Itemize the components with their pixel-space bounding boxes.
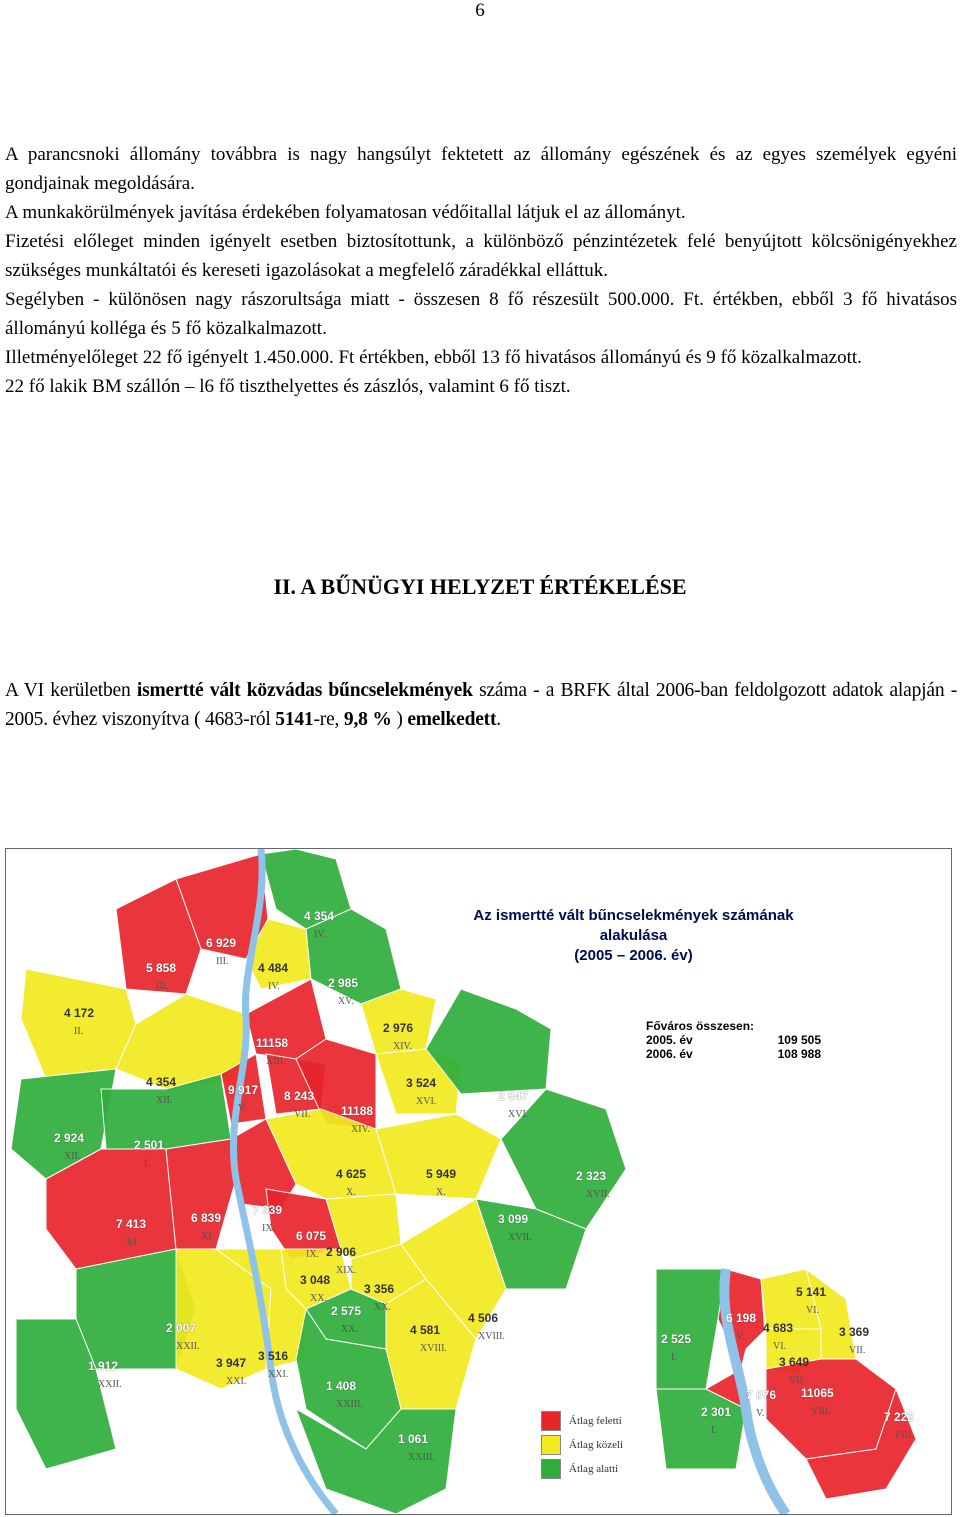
district-roman-label: II. — [74, 1026, 84, 1037]
district-value-label: 7 222 — [884, 1410, 915, 1424]
district-roman-label: XV. — [338, 996, 354, 1007]
district-value-label: 2 501 — [134, 1138, 165, 1152]
intro-paragraph: A VI kerületben ismertté vált közvádas bűncselekmények száma - a BRFK által 2006-ban feldolgozott adatok alapján - 2005. évhez viszonyítva ( 4683-ról 5141-re, 9,8 % ) emelkedett. — [5, 680, 957, 730]
legend-swatch — [541, 1411, 561, 1431]
district-value-label: 1 408 — [326, 1379, 357, 1393]
district-value-label: 7 339 — [252, 1203, 283, 1217]
district-value-label: 11188 — [341, 1104, 374, 1118]
district-value-label: 2 976 — [383, 1021, 414, 1035]
district-region — [766, 1359, 896, 1459]
district-value-label: 6 075 — [296, 1229, 327, 1243]
district-roman-label: III. — [216, 956, 229, 967]
district-roman-label: XIX. — [336, 1265, 357, 1276]
map-legend — [541, 1411, 623, 1483]
district-value-label: 6 929 — [206, 936, 237, 950]
body-paragraph-block — [5, 140, 957, 401]
district-value-label: 4 354 — [146, 1075, 177, 1089]
district-roman-label: X. — [436, 1187, 446, 1198]
paragraph-line: A parancsnoki állomány továbbra is nagy hangsúlyt fektetett az állomány egészének és az egyes személyek egyéni gondjainak megoldására. — [5, 144, 957, 194]
district-roman-label: VII. — [294, 1109, 311, 1120]
district-roman-label: VIII. — [811, 1406, 831, 1417]
district-roman-label: VII. — [789, 1375, 806, 1386]
district-roman-label: VI. — [773, 1341, 787, 1352]
district-value-label: 11065 — [801, 1386, 834, 1400]
paragraph-line: Segélyben - különösen nagy rászorultsága miatt - összesen 8 fő részesült 500.000. Ft. értékben, ebből 3 fő hivatásos állományú kolléga és 5 fő közalkalmazott. — [5, 289, 957, 339]
district-roman-label: IX. — [306, 1249, 320, 1260]
district-value-label: 2 525 — [661, 1332, 692, 1346]
district-roman-label: XXI. — [268, 1369, 289, 1380]
district-value-label: 5 858 — [146, 961, 177, 975]
map-title: Az ismertté vált bűncselekmények számának alakulása (2005 – 2006. év) — [473, 907, 794, 964]
district-roman-label: V. — [756, 1408, 765, 1419]
district-roman-label: XX. — [341, 1324, 358, 1335]
district-value-label: 3 947 — [216, 1356, 247, 1370]
district-value-label: 2 924 — [54, 1131, 85, 1145]
district-value-label: 3 099 — [498, 1212, 529, 1226]
district-roman-label: XX. — [310, 1293, 327, 1304]
section-heading: II. A BŰNÜGYI HELYZET ÉRTÉKELÉSE — [273, 574, 687, 599]
district-value-label: 3 369 — [839, 1325, 870, 1339]
district-value-label: 4 172 — [64, 1006, 95, 1020]
district-region — [656, 1269, 726, 1389]
district-value-label: 2 007 — [166, 1321, 197, 1335]
district-value-label: 4 506 — [468, 1311, 499, 1325]
district-roman-label: XIV. — [393, 1041, 412, 1052]
district-roman-label: XIV. — [351, 1124, 370, 1135]
district-value-label: 2 547 — [498, 1089, 529, 1103]
district-roman-label: XX. — [374, 1302, 391, 1313]
district-roman-label: XXII. — [176, 1341, 200, 1352]
paragraph-line: 22 fő lakik BM szállón – l6 fő tiszthelyettes és zászlós, valamint 6 fő tiszt. — [5, 376, 571, 397]
legend-item: Átlag közeli — [541, 1435, 623, 1455]
district-value-label: 3 048 — [300, 1273, 331, 1287]
district-value-label: 4 354 — [304, 909, 335, 923]
district-roman-label: VIII. — [894, 1430, 914, 1441]
district-roman-label: I. — [144, 1158, 150, 1169]
district-value-label: 2 985 — [328, 976, 359, 990]
district-value-label: 6 839 — [191, 1211, 222, 1225]
district-value-label: 5 949 — [426, 1167, 457, 1181]
district-value-label: 5 141 — [796, 1285, 827, 1299]
crime-map-figure — [5, 848, 952, 1515]
district-value-label: 2 323 — [576, 1169, 607, 1183]
page-number: 6 — [475, 0, 485, 21]
district-roman-label: XI. — [126, 1237, 140, 1248]
paragraph-line: Fizetési előleget minden igényelt esetben biztosítottunk, a különböző pénzintézetek felé benyújtott kölcsönigényekhez szükséges munkáltatói és kereseti igazolásokat a megfelelő záradékkal elláttuk. — [5, 231, 957, 281]
district-value-label: 1 912 — [88, 1359, 119, 1373]
district-value-label: 9 917 — [228, 1083, 259, 1097]
paragraph-line: Illetményelőleget 22 fő igényelt 1.450.000. Ft értékben, ebből 13 fő hivatásos állományú és 9 fő közalkalmazott. — [5, 347, 862, 368]
district-roman-label: XVII. — [508, 1232, 532, 1243]
district-roman-label: XXI. — [226, 1376, 247, 1387]
district-value-label: 6 198 — [726, 1311, 757, 1325]
district-value-label: 4 581 — [410, 1323, 441, 1337]
district-roman-label: V. — [238, 1103, 247, 1114]
district-value-label: 3 524 — [406, 1076, 437, 1090]
district-value-label: 2 575 — [331, 1304, 362, 1318]
district-roman-label: IV. — [268, 981, 280, 992]
district-value-label: 8 243 — [284, 1089, 315, 1103]
legend-swatch — [541, 1435, 561, 1455]
paragraph-line: A munkakörülmények javítása érdekében folyamatosan védőitallal látjuk el az állományt. — [5, 202, 686, 223]
district-roman-label: XXIII. — [336, 1399, 363, 1410]
district-roman-label: XXIII. — [408, 1452, 435, 1463]
district-roman-label: VI. — [806, 1305, 820, 1316]
district-value-label: 11158 — [256, 1036, 289, 1050]
district-value-label: 4 484 — [258, 961, 289, 975]
district-value-label: 7 076 — [746, 1388, 777, 1402]
district-value-label: 4 683 — [763, 1321, 794, 1335]
district-roman-label: XVIII. — [478, 1331, 505, 1342]
district-roman-label: XVII. — [586, 1189, 610, 1200]
legend-swatch — [541, 1459, 561, 1479]
district-value-label: 7 413 — [116, 1217, 147, 1231]
legend-item: Átlag feletti — [541, 1411, 623, 1431]
district-value-label: 2 301 — [701, 1405, 732, 1419]
legend-item: Átlag alatti — [541, 1459, 623, 1479]
district-roman-label: X. — [346, 1187, 356, 1198]
district-roman-label: IV. — [314, 929, 326, 940]
district-roman-label: XVI. — [508, 1109, 529, 1120]
district-roman-label: I. — [711, 1425, 717, 1436]
district-roman-label: XIII. — [266, 1056, 286, 1067]
district-value-label: 3 516 — [258, 1349, 289, 1363]
district-value-label: 2 906 — [326, 1245, 357, 1259]
district-roman-label: I. — [671, 1352, 677, 1363]
district-value-label: 3 649 — [779, 1355, 810, 1369]
district-roman-label: V. — [736, 1331, 745, 1342]
district-roman-label: XVIII. — [420, 1343, 447, 1354]
district-roman-label: XVI. — [416, 1096, 437, 1107]
district-roman-label: XII. — [156, 1095, 173, 1106]
district-roman-label: III. — [156, 981, 169, 992]
city-total-summary: Főváros összesen: 2005. év 109 505 2006. év 108 988 — [646, 1019, 821, 1061]
district-value-label: 1 061 — [398, 1432, 429, 1446]
district-roman-label: VII. — [849, 1345, 866, 1356]
district-roman-label: XXII. — [98, 1379, 122, 1390]
district-roman-label: XI. — [201, 1231, 215, 1242]
district-value-label: 4 625 — [336, 1167, 367, 1181]
summary-title: Főváros összesen: — [646, 1019, 755, 1033]
district-roman-label: IX. — [262, 1223, 276, 1234]
district-roman-label: XII. — [64, 1151, 81, 1162]
district-value-label: 3 356 — [364, 1282, 395, 1296]
